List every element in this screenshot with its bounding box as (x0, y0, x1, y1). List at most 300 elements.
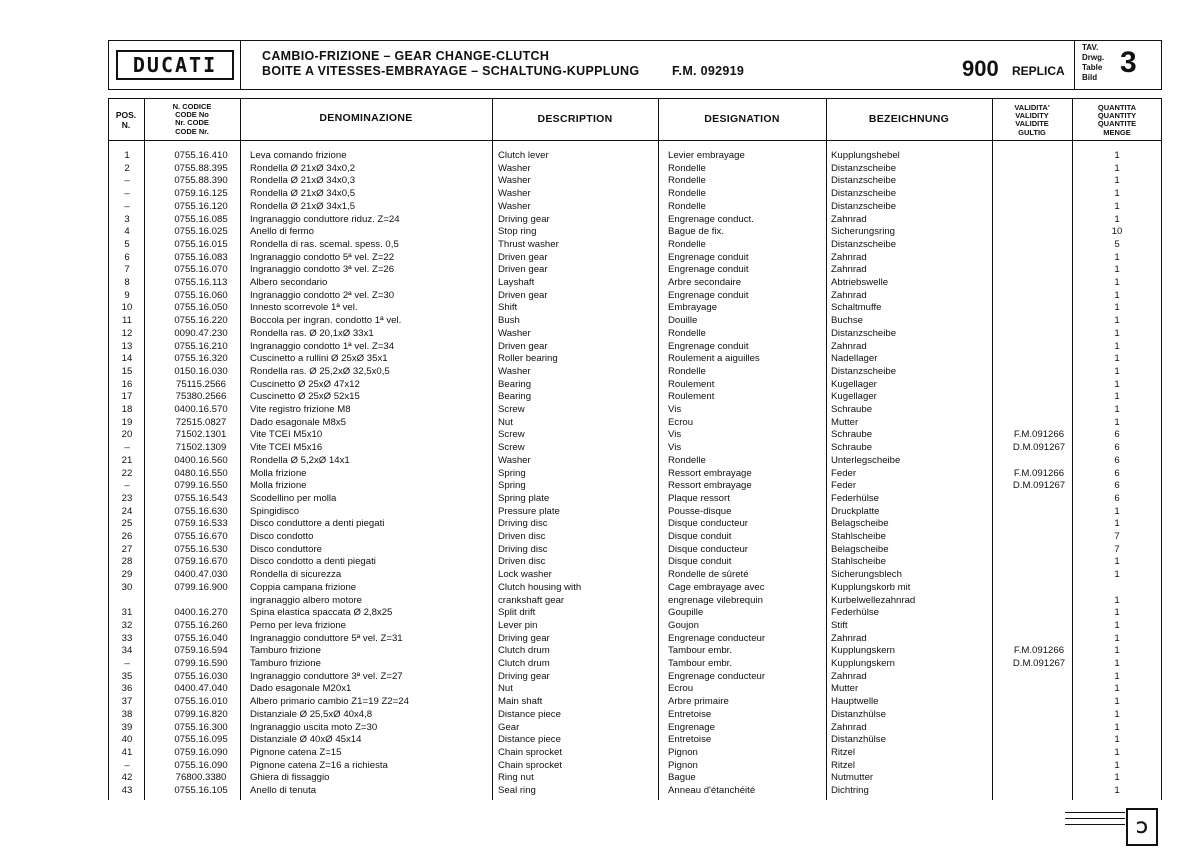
row-pos: 34 (121, 645, 133, 657)
row-bezeichnung: Belagscheibe (831, 518, 889, 530)
row-denominazione: Ingranaggio condotto 2ª vel. Z=30 (250, 289, 395, 301)
table-row (108, 404, 1162, 417)
row-designation: Engrenage conduit (668, 289, 749, 301)
row-description: Washer (498, 365, 531, 377)
row-denominazione: Rondella ras. Ø 25,2xØ 32,5x0,5 (250, 365, 390, 377)
table-row (108, 214, 1162, 227)
row-pos: 19 (121, 416, 133, 428)
row-denominazione: Vite TCEI M5x16 (250, 442, 323, 454)
row-denominazione: Vite TCEI M5x10 (250, 429, 323, 441)
row-pos: 42 (121, 772, 133, 784)
row-pos: 30 (121, 581, 133, 593)
row-description: Driven disc (498, 531, 546, 542)
row-quantity: 1 (1114, 556, 1120, 568)
row-bezeichnung: Mutter (831, 416, 859, 428)
table-row (108, 722, 1162, 735)
fm-number: F.M. 092919 (672, 64, 745, 78)
row-denominazione: Anello di tenuta (250, 785, 317, 796)
table-row (108, 531, 1162, 544)
row-designation: Rondelle (668, 175, 706, 187)
row-code: 0799.16.900 (174, 581, 228, 593)
row-description: Pressure plate (498, 505, 560, 517)
row-description: Nut (498, 416, 513, 428)
row-pos: 21 (121, 454, 133, 466)
row-code: 0755.16.015 (174, 238, 228, 250)
row-designation: Ressort embrayage (668, 480, 752, 492)
table-header-rule (108, 140, 1162, 141)
row-code: 0755.16.530 (174, 543, 228, 555)
row-code: 0400.16.570 (174, 404, 228, 415)
footer-rule-2 (1065, 818, 1125, 819)
row-pos: 16 (121, 378, 133, 390)
row-designation: Bague de fix. (668, 226, 725, 238)
row-pos: 33 (121, 632, 133, 644)
row-pos: 17 (121, 391, 133, 403)
row-bezeichnung: Sicherungsblech (831, 569, 902, 581)
row-quantity: 6 (1114, 492, 1120, 504)
row-designation: Disque conducteur (668, 518, 748, 530)
row-description: Lever pin (498, 619, 538, 631)
row-validity: F.M.091266 (1013, 467, 1065, 479)
row-denominazione: Ingranaggio conduttore 5ª vel. Z=31 (250, 632, 403, 644)
row-pos: – (124, 759, 130, 771)
row-code: 0400.47.040 (174, 683, 228, 695)
table-row (108, 163, 1162, 176)
row-description: Thrust washer (498, 238, 559, 250)
row-denominazione: Scodellino per molla (250, 492, 337, 504)
row-denominazione: Molla frizione (250, 480, 307, 492)
row-code: 0755.16.060 (174, 289, 228, 301)
row-description: Bearing (498, 378, 532, 390)
row-bezeichnung: Schraube (831, 442, 873, 454)
row-quantity: 7 (1114, 543, 1120, 555)
row-code: 0755.16.320 (174, 353, 228, 365)
row-quantity: 1 (1114, 670, 1120, 682)
row-designation: Roulement (668, 378, 715, 390)
row-denominazione: Ingranaggio condotto 1ª vel. Z=34 (250, 340, 395, 352)
row-code: 0755.16.105 (174, 785, 228, 796)
row-bezeichnung: Zahnrad (831, 251, 867, 263)
row-description: Bush (498, 315, 520, 327)
row-bezeichnung: Stift (831, 619, 848, 631)
row-bezeichnung: Sicherungsring (831, 226, 895, 238)
row-quantity: 1 (1114, 277, 1120, 288)
row-designation: Rondelle (668, 200, 706, 212)
row-pos: 40 (121, 734, 133, 746)
row-designation: Levier embrayage (668, 150, 745, 161)
row-pos: 18 (121, 404, 133, 415)
row-validity: F.M.091266 (1013, 429, 1065, 441)
row-denominazione: Perno per leva frizione (250, 619, 346, 631)
row-pos: – (124, 175, 130, 187)
row-description: Gear (498, 721, 520, 733)
row-quantity: 1 (1114, 746, 1120, 758)
table-row (108, 468, 1162, 481)
row-code: 75380.2566 (175, 391, 227, 403)
row-pos: 28 (121, 556, 133, 568)
row-denominazione: Disco condotto (250, 531, 314, 542)
row-description: Shift (498, 302, 518, 314)
row-bezeichnung: Nadellager (831, 353, 878, 365)
table-row (108, 252, 1162, 265)
col-header-code: N. CODICE CODE No Nr. CODE CODE Nr. (172, 102, 212, 136)
row-quantity: 1 (1114, 759, 1120, 771)
row-bezeichnung: Kupplungskern (831, 645, 896, 657)
row-bezeichnung: Kupplungskorb mit (831, 581, 911, 593)
row-designation: Vis (668, 404, 682, 415)
row-quantity: 6 (1114, 467, 1120, 479)
row-denominazione: Coppia campana frizione (250, 581, 357, 593)
row-pos: 32 (121, 619, 133, 631)
row-description: Driving gear (498, 670, 550, 682)
row-description: Ring nut (498, 772, 534, 784)
header-divider-tav (1074, 40, 1075, 90)
row-pos: 10 (121, 302, 133, 314)
row-designation: Disque conduit (668, 531, 732, 542)
row-bezeichnung: Distanzscheibe (831, 188, 897, 200)
row-quantity: 1 (1114, 264, 1120, 276)
row-bezeichnung: Stahlscheibe (831, 531, 886, 542)
row-description: Washer (498, 200, 531, 212)
row-quantity: 1 (1114, 175, 1120, 187)
table-row (108, 226, 1162, 239)
table-row (108, 264, 1162, 277)
row-description: crankshaft gear (498, 594, 565, 606)
row-pos: 8 (124, 277, 130, 288)
row-designation: Pignon (668, 759, 698, 771)
row-validity: D.M.091267 (1012, 442, 1066, 454)
row-designation: Rondelle de sûreté (668, 569, 749, 581)
row-designation: Douille (668, 315, 698, 327)
row-bezeichnung: Kupplungshebel (831, 150, 900, 161)
table-row (108, 277, 1162, 290)
row-designation: Ecrou (668, 416, 694, 428)
row-designation: Entretoise (668, 708, 712, 720)
table-row (108, 595, 1162, 608)
row-code: 0799.16.820 (174, 708, 228, 720)
row-description: Distance piece (498, 734, 561, 746)
row-quantity: 1 (1114, 594, 1120, 606)
row-description: Spring (498, 467, 526, 479)
row-bezeichnung: Dichtring (831, 785, 869, 796)
table-row (108, 747, 1162, 760)
row-bezeichnung: Belagscheibe (831, 543, 889, 555)
row-bezeichnung: Schraube (831, 404, 873, 415)
row-pos: 22 (121, 467, 133, 479)
row-code: 0759.16.125 (174, 188, 228, 200)
row-quantity: 1 (1114, 696, 1120, 708)
row-description: Washer (498, 162, 531, 174)
table-row (108, 582, 1162, 595)
row-description: Driving disc (498, 518, 548, 530)
table-row (108, 633, 1162, 646)
row-bezeichnung: Abtriebswelle (831, 277, 889, 288)
row-pos: 41 (121, 746, 133, 758)
row-designation: Roulement (668, 391, 715, 403)
row-quantity: 1 (1114, 200, 1120, 212)
row-description: Driven gear (498, 289, 548, 301)
row-designation: Tambour embr. (668, 658, 732, 669)
row-bezeichnung: Ritzel (831, 746, 855, 758)
row-description: Seal ring (498, 785, 536, 796)
row-denominazione: Molla frizione (250, 467, 307, 479)
row-designation: Rondelle (668, 327, 706, 339)
row-description: Driving gear (498, 213, 550, 225)
table-row (108, 175, 1162, 188)
row-denominazione: Vite registro frizione M8 (250, 404, 351, 415)
ducati-logo: DUCATI (116, 50, 234, 80)
row-pos: – (124, 442, 130, 454)
row-code: 0759.16.670 (174, 556, 228, 568)
row-bezeichnung: Feder (831, 480, 857, 492)
row-bezeichnung: Feder (831, 467, 857, 479)
row-designation: Goujon (668, 619, 699, 631)
row-code: 0755.16.095 (174, 734, 228, 746)
table-row (108, 417, 1162, 430)
row-quantity: 1 (1114, 150, 1120, 161)
row-validity: D.M.091267 (1012, 480, 1066, 492)
row-code: 0755.16.050 (174, 302, 228, 314)
row-pos: 14 (121, 353, 133, 365)
row-bezeichnung: Zahnrad (831, 289, 867, 301)
row-designation: Vis (668, 429, 682, 441)
row-bezeichnung: Federhülse (831, 607, 879, 619)
row-code: 0480.16.550 (174, 467, 228, 479)
row-denominazione: Rondella Ø 5,2xØ 14x1 (250, 454, 350, 466)
row-denominazione: Cuscinetto Ø 25xØ 47x12 (250, 378, 360, 390)
table-row (108, 518, 1162, 531)
row-description: Clutch drum (498, 645, 550, 657)
row-pos: 29 (121, 569, 133, 581)
row-code: 0400.47.030 (174, 569, 228, 581)
row-bezeichnung: Unterlegscheibe (831, 454, 901, 466)
row-designation: Plaque ressort (668, 492, 730, 504)
table-row (108, 683, 1162, 696)
row-denominazione: Ingranaggio conduttore riduz. Z=24 (250, 213, 400, 225)
row-denominazione: Innesto scorrevole 1ª vel. (250, 302, 358, 314)
row-denominazione: Ghiera di fissaggio (250, 772, 330, 784)
row-denominazione: Rondella Ø 21xØ 34x0,5 (250, 188, 356, 200)
row-bezeichnung: Kurbelwellezahnrad (831, 594, 916, 606)
row-bezeichnung: Distanzhülse (831, 734, 886, 746)
row-quantity: 6 (1114, 429, 1120, 441)
row-code: 0755.16.010 (174, 696, 228, 708)
row-code: 0755.16.113 (174, 277, 228, 288)
row-pos: 11 (122, 315, 132, 327)
row-designation: Engrenage conducteur (668, 632, 766, 644)
row-quantity: 6 (1114, 454, 1120, 466)
row-quantity: 1 (1114, 772, 1120, 784)
row-bezeichnung: Federhülse (831, 492, 879, 504)
row-code: 72515.0827 (175, 416, 227, 428)
row-designation: Pignon (668, 746, 698, 758)
row-denominazione: Disco condotto a denti piegati (250, 556, 376, 568)
table-row (108, 734, 1162, 747)
row-pos: 7 (124, 264, 130, 276)
row-description: Chain sprocket (498, 759, 562, 771)
row-designation: Ressort embrayage (668, 467, 752, 479)
col-header-en: DESCRIPTION (537, 113, 613, 125)
row-designation: Disque conducteur (668, 543, 748, 555)
row-designation: Roulement a aiguilles (668, 353, 760, 365)
model-number: 900 (962, 56, 999, 81)
row-designation: Entretoise (668, 734, 712, 746)
row-code: 0755.16.120 (174, 200, 228, 212)
row-quantity: 1 (1114, 340, 1120, 352)
row-code: 71502.1301 (175, 429, 227, 441)
col-header-pos: POS. N. (115, 110, 137, 130)
row-designation: Ecrou (668, 683, 694, 695)
table-row (108, 341, 1162, 354)
row-code: 0755.16.030 (174, 670, 228, 682)
row-pos: 9 (124, 289, 130, 301)
row-denominazione: Leva comando frizione (250, 150, 347, 161)
row-code: 0755.16.260 (174, 619, 228, 631)
row-code: 0799.16.590 (174, 658, 228, 669)
row-pos: 15 (121, 365, 133, 377)
row-denominazione: Rondella Ø 21xØ 34x0,3 (250, 175, 356, 187)
row-quantity: 1 (1114, 302, 1120, 314)
row-denominazione: Cuscinetto Ø 25xØ 52x15 (250, 391, 360, 403)
row-bezeichnung: Stahlscheibe (831, 556, 886, 568)
row-description: Distance piece (498, 708, 561, 720)
row-pos: 13 (121, 340, 133, 352)
row-pos: 6 (124, 251, 130, 263)
row-designation: Disque conduit (668, 556, 732, 568)
row-quantity: 1 (1114, 188, 1120, 200)
row-pos: 38 (121, 708, 133, 720)
row-description: Driving disc (498, 543, 548, 555)
table-row (108, 556, 1162, 569)
row-denominazione: Distanziale Ø 40xØ 45x14 (250, 734, 362, 746)
table-row (108, 493, 1162, 506)
row-quantity: 1 (1114, 378, 1120, 390)
row-quantity: 6 (1114, 442, 1120, 454)
row-designation: Engrenage conduit (668, 264, 749, 276)
row-quantity: 1 (1114, 162, 1120, 174)
row-quantity: 7 (1114, 531, 1120, 542)
row-quantity: 1 (1114, 365, 1120, 377)
row-bezeichnung: Zahnrad (831, 213, 867, 225)
row-pos: 36 (121, 683, 133, 695)
row-bezeichnung: Schaltmuffe (831, 302, 882, 314)
row-pos: 24 (121, 505, 133, 517)
row-quantity: 1 (1114, 734, 1120, 746)
row-quantity: 1 (1114, 327, 1120, 339)
row-bezeichnung: Distanzhülse (831, 708, 886, 720)
row-code: 0799.16.550 (174, 480, 228, 492)
row-quantity: 1 (1114, 391, 1120, 403)
table-row (108, 239, 1162, 252)
row-bezeichnung: Mutter (831, 683, 859, 695)
row-pos: 35 (121, 670, 133, 682)
row-designation: Rondelle (668, 238, 706, 250)
row-description: Washer (498, 188, 531, 200)
row-quantity: 1 (1114, 645, 1120, 657)
row-description: Screw (498, 429, 525, 441)
row-description: Clutch drum (498, 658, 550, 669)
row-quantity: 1 (1114, 683, 1120, 695)
row-designation: Engrenage conduit (668, 251, 749, 263)
table-row (108, 455, 1162, 468)
table-row (108, 709, 1162, 722)
row-bezeichnung: Druckplatte (831, 505, 880, 517)
row-bezeichnung: Zahnrad (831, 632, 867, 644)
row-description: Spring (498, 480, 526, 492)
row-denominazione: Rondella di ras. scemal. spess. 0,5 (250, 238, 399, 250)
row-quantity: 1 (1114, 289, 1120, 301)
row-denominazione: Anello di fermo (250, 226, 314, 238)
row-designation: Engrenage conducteur (668, 670, 766, 682)
row-designation: Pousse-disque (668, 505, 732, 517)
row-denominazione: ingranaggio albero motore (250, 594, 363, 606)
row-description: Washer (498, 454, 531, 466)
row-quantity: 1 (1114, 785, 1120, 796)
row-quantity: 1 (1114, 658, 1120, 669)
row-quantity: 1 (1114, 213, 1120, 225)
row-code: 0755.16.083 (174, 251, 228, 263)
row-designation: Embrayage (668, 302, 718, 314)
row-description: Driven gear (498, 251, 548, 263)
row-code: 75115.2566 (176, 378, 226, 390)
row-bezeichnung: Kupplungskern (831, 658, 896, 669)
row-description: Washer (498, 175, 531, 187)
row-description: Driving gear (498, 632, 550, 644)
row-description: Chain sprocket (498, 746, 562, 758)
row-designation: Tambour embr. (668, 645, 732, 657)
row-designation: Goupille (668, 607, 704, 619)
row-denominazione: Rondella Ø 21xØ 34x0,2 (250, 162, 356, 174)
row-pos: 4 (124, 226, 130, 238)
table-row (108, 290, 1162, 303)
row-denominazione: Dado esagonale M8x5 (250, 416, 347, 428)
row-designation: Engrenage conduit (668, 340, 749, 352)
row-pos: 23 (121, 492, 133, 504)
row-bezeichnung: Zahnrad (831, 340, 867, 352)
row-code: 0755.16.220 (174, 315, 228, 327)
row-denominazione: Disco conduttore (250, 543, 322, 555)
row-quantity: 1 (1114, 404, 1120, 415)
row-quantity: 1 (1114, 315, 1120, 327)
row-pos: 37 (121, 696, 133, 708)
row-description: Driven disc (498, 556, 546, 568)
col-header-validity: VALIDITA' VALIDITY VALIDITE GULTIG (1014, 103, 1050, 137)
row-quantity: 1 (1114, 505, 1120, 517)
row-quantity: 5 (1114, 238, 1120, 250)
table-row (108, 188, 1162, 201)
row-bezeichnung: Distanzscheibe (831, 175, 897, 187)
row-description: Clutch lever (498, 150, 549, 161)
footer-rule-1 (1065, 812, 1125, 813)
row-description: Screw (498, 442, 525, 454)
row-designation: Rondelle (668, 365, 706, 377)
row-code: 0759.16.594 (174, 645, 228, 657)
row-pos: 3 (124, 213, 130, 225)
row-pos: 1 (124, 150, 130, 161)
row-denominazione: Ingranaggio condotto 3ª vel. Z=26 (250, 264, 395, 276)
row-bezeichnung: Hauptwelle (831, 696, 879, 708)
row-code: 0755.16.210 (174, 340, 228, 352)
row-code: 0755.16.070 (174, 264, 228, 276)
row-designation: Rondelle (668, 454, 706, 466)
row-code: 0755.16.085 (174, 213, 228, 225)
table-row (108, 353, 1162, 366)
row-code: 0755.16.543 (174, 492, 228, 504)
row-denominazione: Boccola per ingran. condotto 1ª vel. (250, 315, 402, 327)
row-quantity: 1 (1114, 569, 1120, 581)
row-code: 0755.88.390 (174, 175, 228, 187)
col-header-it: DENOMINAZIONE (319, 112, 413, 124)
